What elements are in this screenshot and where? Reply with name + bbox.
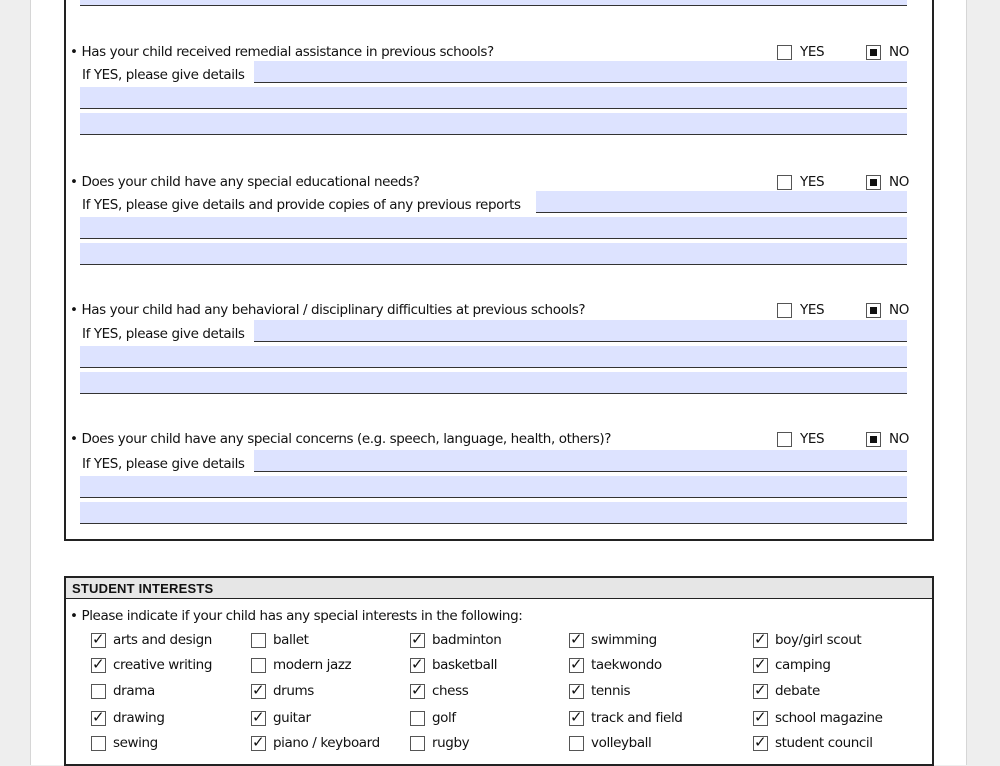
interest-label: badminton xyxy=(432,632,502,648)
interest-checkbox[interactable] xyxy=(753,633,768,648)
details-field-line-3[interactable] xyxy=(80,372,907,394)
interest-checkbox[interactable] xyxy=(753,684,768,699)
interest-label: golf xyxy=(432,710,456,726)
interest-label: chess xyxy=(432,683,469,699)
interest-checkbox[interactable] xyxy=(569,711,584,726)
details-field-line-2[interactable] xyxy=(80,476,907,498)
interest-checkbox[interactable] xyxy=(91,711,106,726)
interest-checkbox[interactable] xyxy=(91,736,106,751)
interest-label: arts and design xyxy=(113,632,212,648)
yes-checkbox[interactable] xyxy=(777,432,792,447)
interest-checkbox[interactable] xyxy=(251,736,266,751)
interest-checkbox[interactable] xyxy=(410,658,425,673)
no-label: NO xyxy=(889,302,909,318)
details-field-line-3[interactable] xyxy=(80,243,907,265)
yes-checkbox[interactable] xyxy=(777,303,792,318)
interest-label: school magazine xyxy=(775,710,883,726)
interest-checkbox[interactable] xyxy=(91,633,106,648)
section-title: STUDENT INTERESTS xyxy=(72,581,214,596)
interest-label: tennis xyxy=(591,683,631,699)
no-label: NO xyxy=(889,44,909,60)
no-label: NO xyxy=(889,431,909,447)
details-field-line-1[interactable] xyxy=(254,450,907,472)
interest-label: guitar xyxy=(273,710,311,726)
interest-label: taekwondo xyxy=(591,657,662,673)
interest-label: sewing xyxy=(113,735,158,751)
details-field-line-3[interactable] xyxy=(80,113,907,135)
interest-label: track and field xyxy=(591,710,683,726)
interest-checkbox[interactable] xyxy=(569,736,584,751)
no-checkbox[interactable] xyxy=(866,45,881,60)
interest-label: camping xyxy=(775,657,831,673)
interest-checkbox[interactable] xyxy=(251,633,266,648)
interest-checkbox[interactable] xyxy=(91,684,106,699)
interest-label: drama xyxy=(113,683,155,699)
details-field-line-2[interactable] xyxy=(80,87,907,109)
no-checkbox[interactable] xyxy=(866,432,881,447)
yes-label: YES xyxy=(800,431,825,447)
question-text: • Does your child have any special educational needs? xyxy=(70,174,420,190)
details-field-line-1[interactable] xyxy=(254,61,907,83)
interests-prompt: • Please indicate if your child has any special interests in the following: xyxy=(70,608,523,624)
interest-checkbox[interactable] xyxy=(251,684,266,699)
interest-checkbox[interactable] xyxy=(753,658,768,673)
interest-label: student council xyxy=(775,735,873,751)
details-field-line-1[interactable] xyxy=(254,320,907,342)
interest-checkbox[interactable] xyxy=(91,658,106,673)
interest-checkbox[interactable] xyxy=(410,736,425,751)
interest-checkbox[interactable] xyxy=(569,633,584,648)
interest-label: modern jazz xyxy=(273,657,352,673)
interest-checkbox[interactable] xyxy=(251,658,266,673)
details-label: If YES, please give details and provide copies of any previous reports xyxy=(82,197,521,213)
no-checkbox[interactable] xyxy=(866,175,881,190)
interest-checkbox[interactable] xyxy=(410,684,425,699)
interest-label: creative writing xyxy=(113,657,212,673)
interest-label: swimming xyxy=(591,632,657,648)
interest-label: boy/girl scout xyxy=(775,632,862,648)
interest-label: volleyball xyxy=(591,735,652,751)
question-text: • Does your child have any special concerns (e.g. speech, language, health, others)? xyxy=(70,431,611,447)
previous-section-last-field[interactable] xyxy=(80,0,907,6)
question-text: • Has your child received remedial assistance in previous schools? xyxy=(70,44,494,60)
details-field-line-2[interactable] xyxy=(80,217,907,239)
yes-checkbox[interactable] xyxy=(777,175,792,190)
interest-checkbox[interactable] xyxy=(410,711,425,726)
interest-label: basketball xyxy=(432,657,498,673)
details-label: If YES, please give details xyxy=(82,326,245,342)
interest-label: piano / keyboard xyxy=(273,735,380,751)
section-header xyxy=(66,578,932,599)
no-checkbox[interactable] xyxy=(866,303,881,318)
interest-checkbox[interactable] xyxy=(753,711,768,726)
interest-label: drums xyxy=(273,683,314,699)
yes-label: YES xyxy=(800,174,825,190)
interest-checkbox[interactable] xyxy=(410,633,425,648)
yes-label: YES xyxy=(800,44,825,60)
details-field-line-1[interactable] xyxy=(536,191,907,213)
interest-label: rugby xyxy=(432,735,470,751)
interest-checkbox[interactable] xyxy=(569,658,584,673)
details-field-line-3[interactable] xyxy=(80,502,907,524)
interest-label: drawing xyxy=(113,710,165,726)
details-label: If YES, please give details xyxy=(82,67,245,83)
interest-checkbox[interactable] xyxy=(569,684,584,699)
no-label: NO xyxy=(889,174,909,190)
interest-checkbox[interactable] xyxy=(753,736,768,751)
details-field-line-2[interactable] xyxy=(80,346,907,368)
question-text: • Has your child had any behavioral / disciplinary difficulties at previous schools? xyxy=(70,302,586,318)
yes-checkbox[interactable] xyxy=(777,45,792,60)
interest-checkbox[interactable] xyxy=(251,711,266,726)
details-label: If YES, please give details xyxy=(82,456,245,472)
interest-label: ballet xyxy=(273,632,309,648)
yes-label: YES xyxy=(800,302,825,318)
interest-label: debate xyxy=(775,683,820,699)
